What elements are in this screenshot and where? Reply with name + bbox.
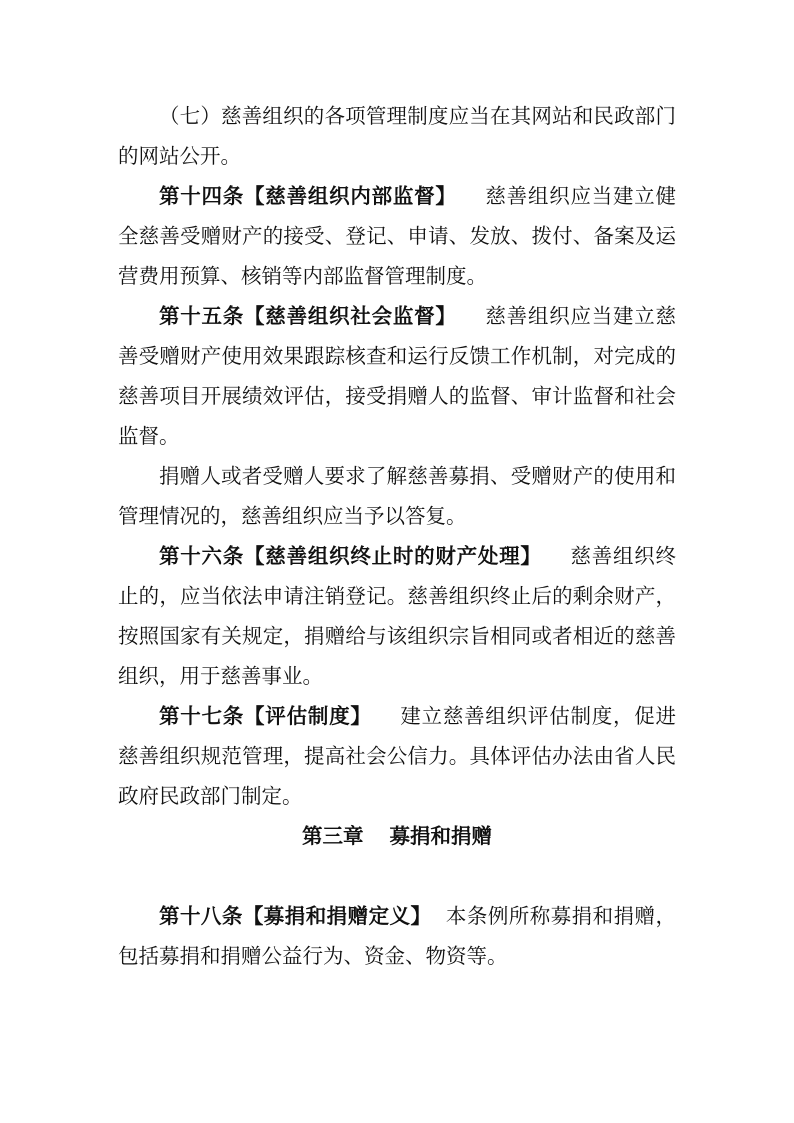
article-18 — [118, 896, 676, 976]
chapter-title: 募捐和捐赠 — [389, 824, 492, 848]
article-16 — [118, 536, 676, 696]
article-heading: 第十四条【慈善组织内部监督】 — [159, 184, 457, 208]
article-text: 本条例所称募捐和捐赠，包括募捐和捐赠公益行为、资金、物资等。 — [118, 904, 677, 968]
article-heading: 第十八条【募捐和捐赠定义】 — [159, 904, 432, 928]
article-17 — [118, 696, 676, 816]
article-heading: 第十五条【慈善组织社会监督】 — [159, 304, 457, 328]
blank-line — [118, 856, 676, 896]
paragraph-item-7 — [118, 96, 676, 176]
chapter-number: 第三章 — [302, 824, 364, 848]
article-15-paragraph-2 — [118, 456, 676, 536]
article-15 — [118, 296, 676, 456]
article-heading: 第十六条【慈善组织终止时的财产处理】 — [159, 544, 542, 568]
article-text: 慈善组织应当建立慈善受赠财产使用效果跟踪核查和运行反馈工作机制，对完成的慈善项目开展绩效评估，接受捐赠人的监督、审计监督和社会监督。 — [118, 304, 677, 448]
article-text: 慈善组织应当建立健全慈善受赠财产的接受、登记、申请、发放、拨付、备案及运营费用预算、核销等内部监督管理制度。 — [118, 184, 677, 288]
document-page — [118, 96, 676, 976]
paragraph-text: 捐赠人或者受赠人要求了解慈善募捐、受赠财产的使用和管理情况的，慈善组织应当予以答复。 — [118, 464, 676, 528]
article-14 — [118, 176, 676, 296]
article-heading: 第十七条【评估制度】 — [159, 704, 372, 728]
article-text: 建立慈善组织评估制度，促进慈善组织规范管理，提高社会公信力。具体评估办法由省人民政府民政部门制定。 — [118, 704, 676, 808]
chapter-heading — [118, 816, 676, 856]
paragraph-text: （七）慈善组织的各项管理制度应当在其网站和民政部门的网站公开。 — [118, 104, 676, 168]
article-text: 慈善组织终止的，应当依法申请注销登记。慈善组织终止后的剩余财产，按照国家有关规定，捐赠给与该组织宗旨相同或者相近的慈善组织，用于慈善事业。 — [118, 544, 677, 688]
